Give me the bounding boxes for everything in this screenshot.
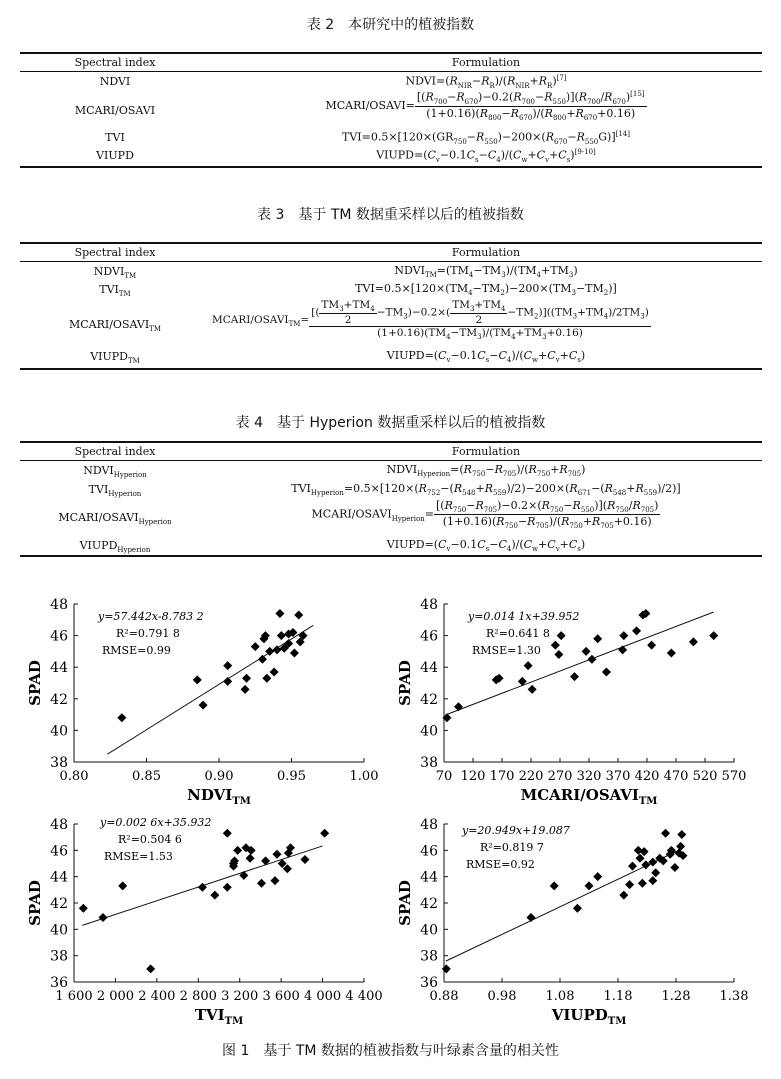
data-point <box>223 677 232 686</box>
data-point <box>593 634 602 643</box>
table2-row-formula: $TVI=0.5\times[120\times(GR_{750}-R_{550})-200\times(R_{670}-R_{550}G)][14]$ <box>341 130 630 146</box>
data-point <box>670 863 679 872</box>
x-tick-label: 0.90 <box>204 769 234 784</box>
data-point <box>550 881 559 890</box>
x-tick-label: 320 <box>576 769 602 784</box>
data-point <box>647 641 656 650</box>
table4 <box>20 441 762 557</box>
x-tick-label: 0.80 <box>59 769 89 784</box>
table2-row-formula: $NDVI=(R_{NIR}-R_R)/(R_{NIR}+R_R)[7]$ <box>405 74 567 90</box>
y-tick-label: 48 <box>50 817 68 833</box>
data-point <box>557 631 566 640</box>
data-point <box>193 675 202 684</box>
data-point <box>246 854 255 863</box>
data-point <box>677 830 686 839</box>
y-tick-label: 46 <box>50 628 68 645</box>
data-point <box>585 881 594 890</box>
r-squared-label: R²=0.641 8 <box>486 627 550 640</box>
data-point <box>117 713 126 722</box>
scatter-tvi-chart <box>20 812 383 1032</box>
x-tick-label: 1.38 <box>719 989 749 1004</box>
data-point <box>223 883 232 892</box>
y-tick-label: 44 <box>50 660 68 677</box>
x-axis-label-subscript: TM <box>232 796 251 807</box>
data-point <box>676 842 685 851</box>
y-tick-label: 46 <box>420 628 438 645</box>
data-point <box>628 862 637 871</box>
regression-equation: y=0.002 6x+35.932 <box>100 816 212 829</box>
y-tick-label: 40 <box>50 922 68 939</box>
data-point <box>528 685 537 694</box>
table2-header-formula: Formulation <box>451 56 521 69</box>
table2 <box>20 52 762 168</box>
data-point <box>198 883 207 892</box>
y-tick-label: 48 <box>420 597 438 613</box>
data-point <box>573 904 582 913</box>
x-tick-label: 120 <box>460 769 486 784</box>
data-point <box>300 855 309 864</box>
x-axis-label-subscript: TM <box>638 796 658 807</box>
x-tick-label: 1.28 <box>661 989 691 1004</box>
x-tick-label: 2 800 <box>179 989 217 1004</box>
table4-row-formula: $VIUPD=(C_v-0.1C_s-C_4)/(C_w+C_v+C_s)$ <box>386 538 586 554</box>
x-tick-label: 0.98 <box>487 989 517 1004</box>
table3-header-formula: Formulation <box>451 246 521 259</box>
data-point <box>239 871 248 880</box>
table4-row-index: $NDVI_{Hyperion}$ <box>83 464 147 480</box>
data-point <box>262 674 271 683</box>
y-tick-label: 38 <box>50 948 68 965</box>
x-tick-label: 2 400 <box>138 989 176 1004</box>
table4-row-index: $TVI_{Hyperion}$ <box>88 483 142 499</box>
table2-row-formula: MCARI/OSAVI= $\frac{[(R_{700}-R_{670})-0.2(R_{700}-R_{550})](R_{700}/R_{670})^{[15]}}{(1+0.16)(R_{800}-R_{670})/(R_{800}+R_{670}+0.16)}$ <box>325 90 645 123</box>
data-point <box>454 702 463 711</box>
y-tick-label: 44 <box>420 869 438 886</box>
data-point <box>79 904 88 913</box>
data-point <box>524 661 533 670</box>
x-tick-label: 0.88 <box>429 989 459 1004</box>
data-point <box>638 879 647 888</box>
r-squared-label: R²=0.791 8 <box>116 627 180 640</box>
table4-header-formula: Formulation <box>451 445 521 458</box>
data-point <box>277 631 286 640</box>
y-tick-label: 42 <box>50 896 68 912</box>
x-tick-label: 420 <box>634 769 660 784</box>
x-tick-label: 1.08 <box>545 989 575 1004</box>
x-tick-label: 0.85 <box>132 769 161 784</box>
data-point <box>593 872 602 881</box>
regression-equation: y=57.442x-8.783 2 <box>98 610 204 623</box>
data-point <box>270 876 279 885</box>
data-point <box>233 846 242 855</box>
data-point <box>275 609 284 618</box>
x-axis-label-subscript: TM <box>224 1016 244 1027</box>
table3-row-index: MCARI/$OSAVI_{TM}$ <box>68 318 162 334</box>
data-point <box>258 655 267 664</box>
table3-row-formula: $NDVI_{TM}=(TM_4-TM_3)/(TM_4+TM_3)$ <box>394 264 578 280</box>
table2-caption: 表 2 本研究中的植被指数 <box>306 17 475 33</box>
y-tick-label: 36 <box>50 975 68 991</box>
data-point <box>619 891 628 900</box>
scatter-ndvi-chart <box>20 592 380 812</box>
data-point <box>270 667 279 676</box>
scatter-viupd-chart <box>398 812 768 1032</box>
x-axis-label: MCARI/$OSAVI_{TM}$ <box>520 786 658 807</box>
scatter-mcari-chart <box>398 592 768 812</box>
x-axis-label-subscript: TM <box>607 1016 627 1027</box>
data-point <box>251 642 260 651</box>
data-point <box>273 850 282 859</box>
x-axis-label: $NDVI_{TM}$ <box>187 786 251 807</box>
y-tick-label: 46 <box>420 843 438 860</box>
y-tick-label: 42 <box>420 896 438 912</box>
data-point <box>223 661 232 670</box>
figure-caption: 图 1 基于 TM 数据的植被指数与叶绿素含量的相关性 <box>222 1043 559 1059</box>
table3-header-index: Spectral index <box>74 246 156 259</box>
y-tick-label: 48 <box>50 597 68 613</box>
x-tick-label: 3 200 <box>221 989 259 1004</box>
data-point <box>554 650 563 659</box>
data-point <box>146 964 155 973</box>
x-tick-label: 1 600 <box>55 989 93 1004</box>
y-tick-label: 46 <box>50 843 68 860</box>
data-point <box>118 881 127 890</box>
y-tick-label: 42 <box>420 691 438 708</box>
rmse-label: RMSE=1.30 <box>472 644 541 657</box>
data-point <box>320 829 329 838</box>
table3 <box>20 242 762 370</box>
data-point <box>290 648 299 657</box>
table4-row-formula: MCARI/$OSAVI_{Hyperion}=$ $\frac{[(R_{750}-R_{705})-0.2\times(R_{750}-R_{550})](R_{750}/R_{705})}{(1+0.16)(R_{750}-R_{705})/(R_{750}+R_{705}+0.16)}$ <box>311 499 659 531</box>
data-point <box>648 876 657 885</box>
x-tick-label: 470 <box>663 769 689 784</box>
y-tick-label: 38 <box>420 755 438 771</box>
regression-equation: y=20.949x+19.087 <box>462 824 570 837</box>
data-point <box>223 829 232 838</box>
x-tick-label: 370 <box>605 769 631 784</box>
data-point <box>689 637 698 646</box>
table3-row-index: $NDVI_{TM}$ <box>93 265 137 281</box>
data-point <box>582 647 591 656</box>
table2-row-index: NDVI <box>99 75 131 88</box>
y-tick-label: 40 <box>50 723 68 740</box>
data-point <box>242 674 251 683</box>
x-axis-label: $TVI_{TM}$ <box>194 1006 244 1027</box>
table2-row-index: TVI <box>105 131 125 144</box>
y-axis-label: SPAD <box>26 660 44 706</box>
table3-row-formula: MCARI/$OSAVI_{TM}=$ [( $\frac{TM_3+TM_4}{2}$ $-TM_3)-0.2\times$( $\frac{TM_3+TM_4}{2}$ $-TM_2)]((TM_3+TM_4)/2TM_3)$ $(1+0.16)(TM_4-TM_3)/(TM_4+TM_3+0.16)$ <box>212 299 649 342</box>
data-point <box>618 645 627 654</box>
x-axis-label: $VIUPD_{TM}$ <box>551 1006 627 1027</box>
table4-row-formula: $TVI_{Hyperion}=0.5\times[120\times(R_{752}-(R_{548}+R_{559})/2)-200\times(R_{671}-(R_{548}+R_{559})/2)]$ <box>291 482 681 498</box>
y-tick-label: 40 <box>420 922 438 939</box>
x-tick-label: 520 <box>692 769 718 784</box>
data-point <box>661 829 670 838</box>
table2-row-index: MCARI/OSAVI <box>74 104 156 117</box>
table3-row-index: $VIUPD_{TM}$ <box>90 350 140 366</box>
table4-header-index: Spectral index <box>74 445 156 458</box>
table3-caption: 表 3 基于 TM 数据重采样以后的植被指数 <box>257 207 524 223</box>
table2-header-index: Spectral index <box>74 56 156 69</box>
data-point <box>602 667 611 676</box>
r-squared-label: R²=0.504 6 <box>118 833 182 846</box>
y-tick-label: 40 <box>420 723 438 740</box>
y-tick-label: 38 <box>50 755 68 771</box>
data-point <box>551 641 560 650</box>
x-tick-label: 570 <box>721 769 747 784</box>
data-point <box>651 868 660 877</box>
data-point <box>570 672 579 681</box>
data-point <box>667 648 676 657</box>
y-axis-label: SPAD <box>396 880 414 926</box>
data-point <box>527 913 536 922</box>
y-axis-label: SPAD <box>396 660 414 706</box>
data-point <box>257 879 266 888</box>
y-tick-label: 36 <box>420 975 438 991</box>
table4-row-formula: $NDVI_{Hyperion}=(R_{750}-R_{705})/(R_{750}+R_{705})$ <box>386 463 586 479</box>
y-tick-label: 44 <box>50 869 68 886</box>
table3-row-formula: $VIUPD=(C_v-0.1C_s-C_4)/(C_w+C_v+C_s)$ <box>386 349 586 365</box>
y-tick-label: 42 <box>50 691 68 708</box>
x-tick-label: 170 <box>489 769 515 784</box>
table3-row-index: $TVI_{TM}$ <box>99 283 131 299</box>
table4-row-index: $VIUPD_{Hyperion}$ <box>79 539 151 555</box>
x-tick-label: 70 <box>435 769 453 784</box>
x-tick-label: 0.95 <box>277 769 306 784</box>
data-point <box>442 964 451 973</box>
r-squared-label: R²=0.819 7 <box>480 841 544 854</box>
data-point <box>273 645 282 654</box>
data-point <box>632 626 641 635</box>
y-axis-label: SPAD <box>26 880 44 926</box>
table4-row-index: MCARI/$OSAVI_{Hyperion}$ <box>58 511 172 527</box>
data-point <box>241 685 250 694</box>
data-point <box>210 891 219 900</box>
table2-row-formula: $VIUPD=(C_v-0.1C_s-C_4)/(C_w+C_v+C_s)[9-10]$ <box>376 148 596 164</box>
x-tick-label: 4 000 <box>303 989 342 1004</box>
regression-equation: y=0.014 1x+39.952 <box>468 610 580 623</box>
data-point <box>709 631 718 640</box>
x-tick-label: 3 600 <box>262 989 300 1004</box>
data-point <box>99 913 108 922</box>
x-tick-label: 270 <box>547 769 573 784</box>
y-tick-label: 44 <box>420 660 438 677</box>
rmse-label: RMSE=0.92 <box>466 858 535 871</box>
data-point <box>625 880 634 889</box>
x-tick-label: 1.00 <box>349 769 379 784</box>
table2-row-index: VIUPD <box>96 149 134 162</box>
table3-row-formula: $TVI=0.5\times[120\times(TM_4-TM_2)-200\times(TM_3-TM_2)]$ <box>355 282 617 298</box>
x-tick-label: 2 000 <box>96 989 135 1004</box>
rmse-label: RMSE=0.99 <box>102 644 171 657</box>
rmse-label: RMSE=1.53 <box>104 850 173 863</box>
data-point <box>294 611 303 620</box>
x-tick-label: 1.18 <box>603 989 633 1004</box>
y-tick-label: 38 <box>420 948 438 965</box>
data-point <box>619 631 628 640</box>
x-tick-label: 220 <box>518 769 544 784</box>
data-point <box>199 701 208 710</box>
table4-caption: 表 4 基于 Hyperion 数据重采样以后的植被指数 <box>235 415 546 431</box>
data-point <box>587 655 596 664</box>
x-tick-label: 4 400 <box>345 989 383 1004</box>
y-tick-label: 48 <box>420 817 438 833</box>
